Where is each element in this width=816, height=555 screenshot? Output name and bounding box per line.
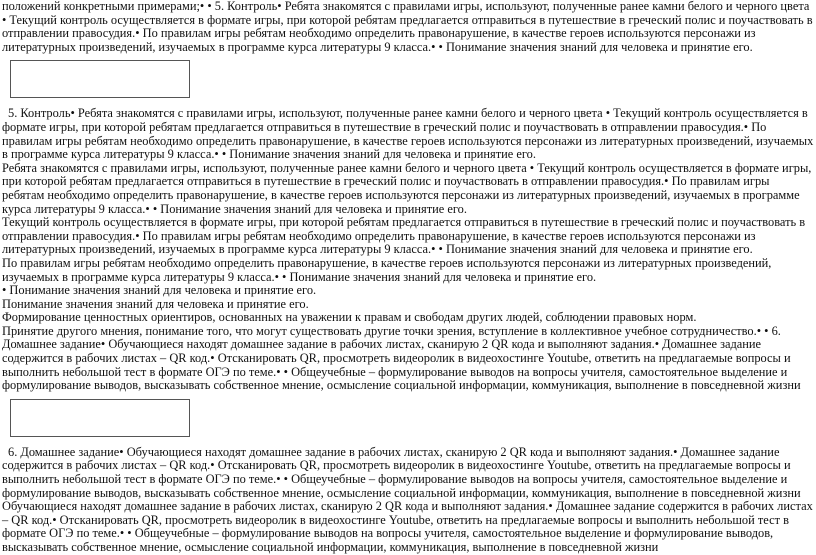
paragraph-4: Текущий контроль осуществляется в формате игры, при которой ребятам предлагается отправиться в путешествие в греческий полис и поучаствовать в отправлении правосудия.• По правилам игры ребятам необходимо определить правонарушение, в качестве героев используются персонажи из литературных произведений, изучаемых в программе курса литературы 9 класса.• • Понимание значения знаний для человека и принятие его.: [2, 215, 806, 257]
paragraph-3: Ребята знакомятся с правилами игры, используют, полученные ранее камни белого и черного цвета • Текущий контроль осуществляется в формате игры, при которой ребятам предлагается отправиться в путешествие в греческий полис и поучаствовать в отправлении правосудия.• По правилам игры ребятам необходимо определить правонарушение, в качестве героев используются персонажи из литературных произведений, изучаемых в программе курса литературы 9 класса.• • Понимание значения знаний для человека и принятие его.: [2, 160, 812, 216]
paragraph-10: 6. Домашнее задание• Обучающиеся находят домашнее задание в рабочих листах, сканирую 2 QR кода и выполняют задания.• Домашнее задание содержится в рабочих листах – QR код.• Отсканировать QR, просмотреть видеоролик в видеохостинге Youtube, ответить на предлагаемые вопросы и выполнить небольшой тест в формате ОГЭ по теме.• • Общеучебные – формулирование выводов на вопросы учителя, самостоятельное выделение и формулирование выводов, высказывать собственное мнение, осмысление социальной информации, коммуникация, выполнение в повседневной жизни: [2, 444, 801, 500]
paragraph-7: Понимание значения знаний для человека и принятие его.: [2, 296, 309, 311]
paragraph-11: Обучающиеся находят домашнее задание в рабочих листах, сканирую 2 QR кода и выполняют задания.• Домашнее задание содержится в рабочих листах – QR код.• Отсканировать QR, просмотреть видеоролик в видеохостинге Youtube, ответить на предлагаемые вопросы и выполнить небольшой тест в формате ОГЭ по теме.• • Общеучебные – формулирование выводов на вопросы учителя, самостоятельное выделение и формулирование выводов, высказывать собственное мнение, осмысление социальной информации, коммуникация, выполнение в повседневной жизни: [2, 499, 813, 554]
paragraph-8: Формирование ценностных ориентиров, основанных на уважении к правам и свободам других людей, соблюдении правовых норм.: [2, 310, 697, 325]
image-placeholder-2: [10, 399, 190, 437]
image-placeholder-1: [10, 60, 190, 98]
paragraph-1: положений конкретными примерами;• • 5. Контроль• Ребята знакомятся с правилами игры, используют, полученные ранее камни белого и черного цвета • Текущий контроль осуществляется в формате игры, при которой ребятам предлагается отправиться в путешествие в греческий полис и поучаствовать в отправлении правосудия.• По правилам игры ребятам необходимо определить правонарушение, в качестве героев используются персонажи из литературных произведений, изучаемых в программе курса литературы 9 класса.• • Понимание значения знаний для человека и принятие его.: [2, 0, 813, 54]
paragraph-5: По правилам игры ребятам необходимо определить правонарушение, в качестве героев используются персонажи из литературных произведений, изучаемых в программе курса литературы 9 класса.• • Понимание значения знаний для человека и принятие его.: [2, 255, 772, 284]
paragraph-6: • Понимание значения знаний для человека и принятие его.: [2, 283, 317, 298]
paragraph-9: Принятие другого мнения, понимание того, что могут существовать другие точки зрения, вступление в коллективное учебное сотрудничество.• • 6. Домашнее задание• Обучающиеся находят домашнее задание в рабочих листах, сканирую 2 QR кода и выполняют задания.• Домашнее задание содержится в рабочих листах – QR код.• Отсканировать QR, просмотреть видеоролик в видеохостинге Youtube, ответить на предлагаемые вопросы и выполнить небольшой тест в формате ОГЭ по теме.• • Общеучебные – формулирование выводов на вопросы учителя, самостоятельное выделение и формулирование выводов, высказывать собственное мнение, осмысление социальной информации, коммуникация, выполнение в повседневной жизни: [2, 323, 801, 393]
paragraph-2: 5. Контроль• Ребята знакомятся с правилами игры, используют, полученные ранее камни белого и черного цвета • Текущий контроль осуществляется в формате игры, при которой ребятам предлагается отправиться в путешествие в греческий полис и поучаствовать в отправлении правосудия.• По правилам игры ребятам необходимо определить правонарушение, в качестве героев используются персонажи из литературных произведений, изучаемых в программе курса литературы 9 класса.• • Понимание значения знаний для человека и принятие его.: [2, 106, 814, 162]
